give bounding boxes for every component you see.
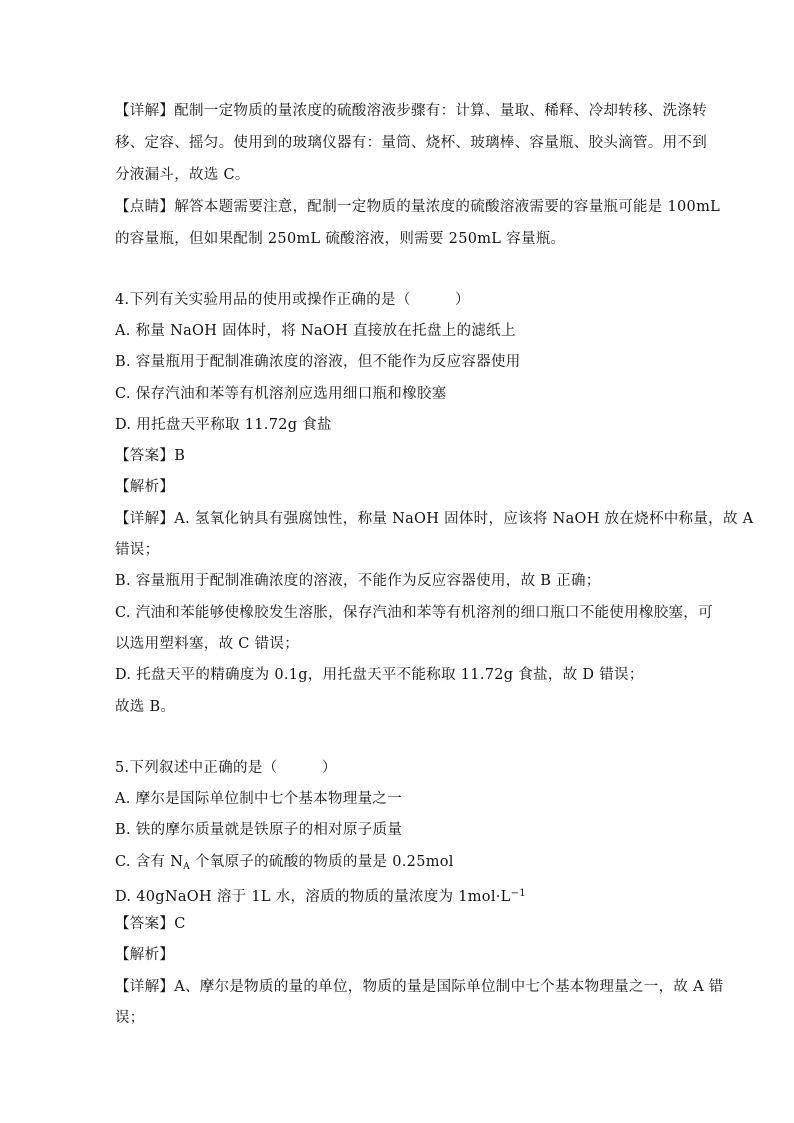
q5-answer: 【答案】C: [115, 916, 186, 932]
q4-option-d: D. 用托盘天平称取 11.72g 食盐: [115, 417, 332, 433]
q3-detail-line-3: 分液漏斗，故选 C。: [115, 167, 250, 183]
q4-stem: 4.下列有关实验用品的使用或操作正确的是（ ）: [115, 292, 470, 308]
q5-analysis-heading: 【解析】: [115, 947, 175, 963]
q4-option-a: A. 称量 NaOH 固体时，将 NaOH 直接放在托盘上的滤纸上: [115, 323, 516, 339]
q5-option-d: [115, 884, 526, 907]
q5-option-c: [115, 852, 454, 877]
q3-detail-line-2: 移、定容、摇匀。使用到的玻璃仪器有：量筒、烧杯、玻璃棒、容量瓶、胶头滴管。用不到: [115, 135, 707, 151]
q5-option-a: A. 摩尔是国际单位制中七个基本物理量之一: [115, 791, 402, 807]
q4-detail-line-5: 以选用塑料塞，故 C 错误；: [115, 636, 300, 652]
q4-analysis-heading: 【解析】: [115, 479, 175, 495]
q3-note-line-2: 的容量瓶，但如果配制 250mL 硫酸溶液，则需要 250mL 容量瓶。: [115, 231, 566, 247]
q4-option-c: C. 保存汽油和苯等有机溶剂应选用细口瓶和橡胶塞: [115, 386, 447, 402]
q3-note-line-1: 【点睛】解答本题需要注意，配制一定物质的量浓度的硫酸溶液需要的容量瓶可能是 100mL: [115, 199, 721, 215]
q4-option-b: B. 容量瓶用于配制准确浓度的溶液，但不能作为反应容器使用: [115, 354, 521, 370]
q5-detail-line-1: 【详解】A、摩尔是物质的量的单位，物质的量是国际单位制中七个基本物理量之一，故 A 错: [115, 979, 724, 995]
q4-answer: 【答案】B: [115, 448, 186, 464]
q4-detail-line-4: C. 汽油和苯能够使橡胶发生溶胀，保存汽油和苯等有机溶剂的细口瓶口不能使用橡胶塞，可: [115, 605, 713, 621]
q5-option-b: B. 铁的摩尔质量就是铁原子的相对原子质量: [115, 822, 403, 838]
q4-detail-line-2: 错误；: [115, 542, 160, 558]
q4-detail-line-1: 【详解】A. 氢氧化钠具有强腐蚀性，称量 NaOH 固体时，应该将 NaOH 放在烧杯中称量，故 A: [115, 511, 754, 527]
q5-option-c-text-start: C. 含有 N: [115, 854, 184, 870]
q5-detail-line-2: 误；: [115, 1010, 145, 1026]
q5-option-c-text-end: 个氧原子的硫酸的物质的量是 0.25mol: [190, 854, 454, 870]
q5-stem: 5.下列叙述中正确的是（ ）: [115, 760, 337, 776]
q3-detail-line-1: 【详解】配制一定物质的量浓度的硫酸溶液步骤有：计算、量取、稀释、冷却转移、洗涤转: [115, 103, 707, 119]
q4-detail-line-3: B. 容量瓶用于配制准确浓度的溶液，不能作为反应容器使用，故 B 正确；: [115, 573, 601, 589]
q5-option-d-text: D. 40gNaOH 溶于 1L 水，溶质的物质的量浓度为 1mol·L: [115, 889, 511, 905]
q4-detail-line-7: 故选 B。: [115, 699, 176, 715]
q5-option-c-subscript: A: [183, 862, 191, 872]
q5-option-d-superscript: −1: [510, 888, 526, 899]
q4-detail-line-6: D. 托盘天平的精确度为 0.1g，用托盘天平不能称取 11.72g 食盐，故 D 错误；: [115, 667, 644, 683]
